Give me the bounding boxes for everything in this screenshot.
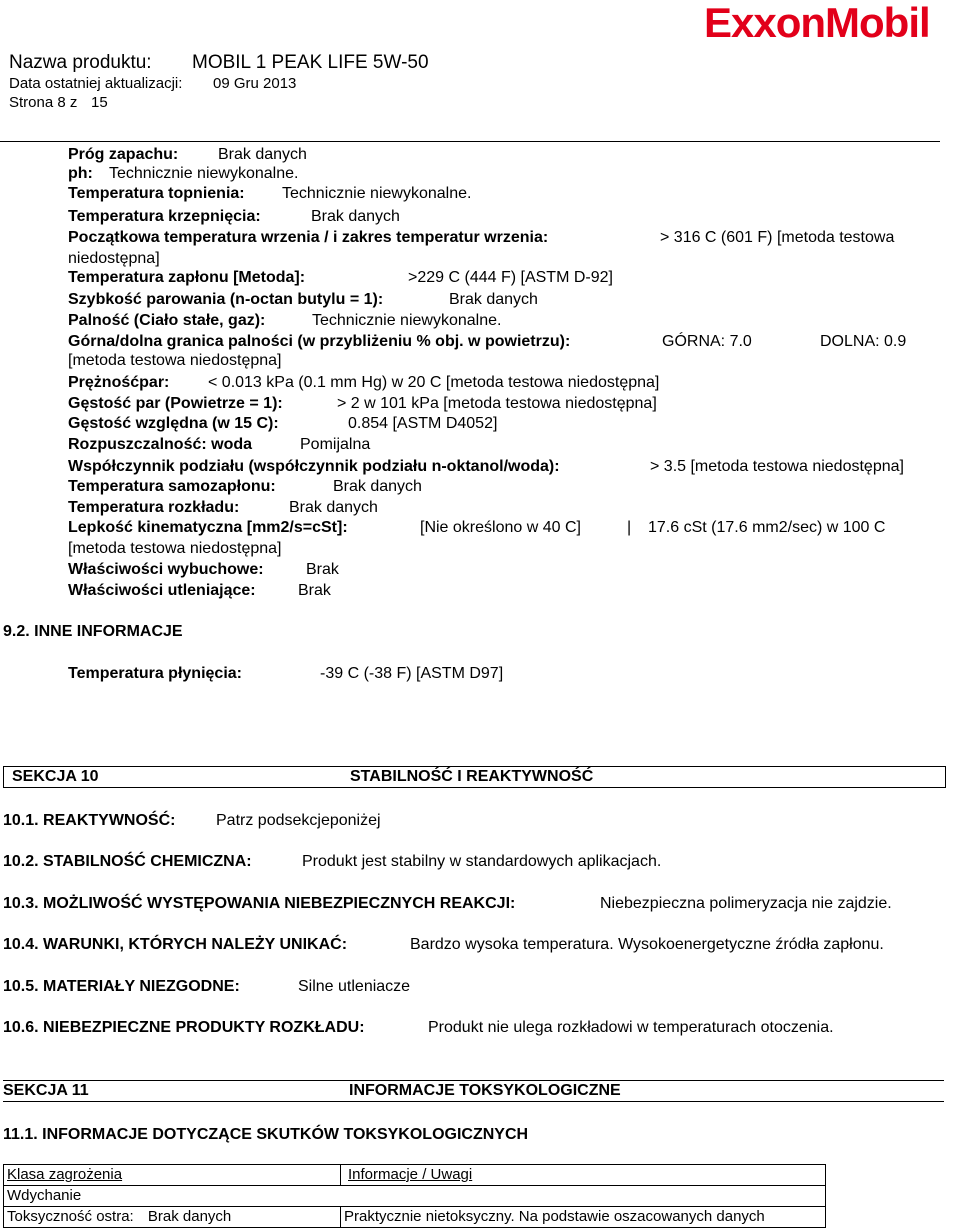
property-value-continued: [metoda testowa niedostępna]: [68, 540, 282, 557]
property-label: Gęstość względna (w 15 C):: [68, 415, 279, 432]
header-divider: [0, 141, 940, 142]
property-label: Temperatura rozkładu:: [68, 499, 240, 516]
subsection-value: Silne utleniacze: [298, 978, 411, 995]
table-cell: [4, 1207, 341, 1228]
subsection-value: Bardzo wysoka temperatura. Wysokoenergetyczne źródła zapłonu.: [410, 936, 884, 953]
property-value-secondary: DOLNA: 0.9: [820, 333, 907, 350]
subsection-label: 10.2. STABILNOŚĆ CHEMICZNA:: [3, 853, 252, 870]
property-value: Brak: [298, 582, 331, 599]
property-label: ph:: [68, 165, 93, 182]
pour-point-label: Temperatura płynięcia:: [68, 665, 242, 682]
property-value: GÓRNA: 7.0: [662, 333, 752, 350]
property-label: Lepkość kinematyczna [mm2/s=cSt]:: [68, 519, 348, 536]
property-label: Współczynnik podziału (współczynnik podziału n-oktanol/woda):: [68, 458, 560, 475]
section-title: INFORMACJE TOKSYKOLOGICZNE: [349, 1082, 621, 1099]
property-value-secondary: 17.6 cSt (17.6 mm2/sec) w 100 C: [648, 519, 886, 536]
property-value: Brak danych: [311, 208, 400, 225]
table-row: [4, 1186, 826, 1207]
section-number: SEKCJA 10: [12, 768, 99, 785]
property-label: Gęstość par (Powietrze = 1):: [68, 395, 283, 412]
property-label: Górna/dolna granica palności (w przybliżeniu % obj. w powietrzu):: [68, 333, 571, 350]
property-label: Szybkość parowania (n-octan butylu = 1):: [68, 291, 384, 308]
property-label: Rozpuszczalność: woda: [68, 436, 253, 453]
subsection-value: Niebezpieczna polimeryzacja nie zajdzie.: [600, 895, 892, 912]
subsection-label: 10.4. WARUNKI, KTÓRYCH NALEŻY UNIKAĆ:: [3, 936, 348, 953]
subsection-label: 10.1. REAKTYWNOŚĆ:: [3, 812, 176, 829]
subsection-value: Produkt jest stabilny w standardowych aplikacjach.: [302, 853, 662, 870]
other-info-heading: 9.2. INNE INFORMACJE: [3, 623, 183, 640]
property-value: Technicznie niewykonalne.: [312, 312, 502, 329]
table-group-cell: Wdychanie: [4, 1186, 826, 1207]
page-total: 15: [91, 94, 108, 111]
property-value: 0.854 [ASTM D4052]: [348, 415, 498, 432]
section-number: SEKCJA 11: [3, 1082, 89, 1099]
property-value: Brak: [306, 561, 339, 578]
hazard-class-label: Toksyczność ostra:: [7, 1208, 134, 1225]
property-value: > 3.5 [metoda testowa niedostępna]: [650, 458, 904, 475]
section-11-header: [3, 1080, 944, 1102]
product-name: MOBIL 1 PEAK LIFE 5W-50: [192, 52, 429, 73]
product-name-label: Nazwa produktu:: [9, 52, 152, 73]
page-label: Strona 8 z: [9, 94, 78, 111]
property-label: Temperatura topnienia:: [68, 185, 245, 202]
property-label: Właściwości wybuchowe:: [68, 561, 264, 578]
property-value: [Nie określono w 40 C]: [420, 519, 581, 536]
property-value-separator: |: [627, 519, 632, 536]
table-header-cell: Klasa zagrożenia: [4, 1165, 341, 1186]
property-value: Brak danych: [289, 499, 378, 516]
revision-date: 09 Gru 2013: [213, 75, 297, 92]
property-label: Właściwości utleniające:: [68, 582, 256, 599]
pour-point-value: -39 C (-38 F) [ASTM D97]: [320, 665, 504, 682]
table-header-cell: Informacje / Uwagi: [341, 1165, 826, 1186]
property-value-continued: [metoda testowa niedostępna]: [68, 352, 282, 369]
subsection-value: Patrz podsekcjeponiżej: [216, 812, 381, 829]
table-row: [4, 1207, 826, 1228]
property-label: Początkowa temperatura wrzenia / i zakres temperatur wrzenia:: [68, 229, 549, 246]
revision-date-label: Data ostatniej aktualizacji:: [9, 75, 183, 92]
subsection-label: 10.6. NIEBEZPIECZNE PRODUKTY ROZKŁADU:: [3, 1019, 365, 1036]
hazard-class-value: Brak danych: [147, 1208, 232, 1225]
section-10-header: [3, 766, 946, 788]
property-value: Brak danych: [333, 478, 422, 495]
property-label: Temperatura krzepnięcia:: [68, 208, 261, 225]
property-value: < 0.013 kPa (0.1 mm Hg) w 20 C [metoda testowa niedostępna]: [208, 374, 660, 391]
subsection-label: 10.5. MATERIAŁY NIEZGODNE:: [3, 978, 240, 995]
table-cell: Praktycznie nietoksyczny. Na podstawie oszacowanych danych: [341, 1207, 826, 1228]
property-value: Technicznie niewykonalne.: [109, 165, 299, 182]
property-label: Prężnośćpar:: [68, 374, 170, 391]
property-value: Brak danych: [449, 291, 538, 308]
property-value: Technicznie niewykonalne.: [282, 185, 472, 202]
property-value: Pomijalna: [300, 436, 371, 453]
subsection-heading: 11.1. INFORMACJE DOTYCZĄCE SKUTKÓW TOKSYKOLOGICZNYCH: [3, 1126, 529, 1143]
property-label: Temperatura samozapłonu:: [68, 478, 276, 495]
table-header-row: [4, 1165, 826, 1186]
property-value: > 2 w 101 kPa [metoda testowa niedostępna]: [337, 395, 657, 412]
toxicology-table: [3, 1164, 826, 1228]
property-label: Temperatura zapłonu [Metoda]:: [68, 269, 306, 286]
subsection-label: 10.3. MOŻLIWOŚĆ WYSTĘPOWANIA NIEBEZPIECZNYCH REAKCJI:: [3, 895, 516, 912]
property-value-continued: niedostępna]: [68, 250, 160, 267]
property-value: Brak danych: [218, 146, 307, 163]
property-label: Palność (Ciało stałe, gaz):: [68, 312, 266, 329]
property-value: >229 C (444 F) [ASTM D-92]: [408, 269, 613, 286]
subsection-value: Produkt nie ulega rozkładowi w temperaturach otoczenia.: [428, 1019, 834, 1036]
exxonmobil-logo: ExxonMobil: [704, 0, 930, 46]
property-value: > 316 C (601 F) [metoda testowa: [660, 229, 895, 246]
property-label: Próg zapachu:: [68, 146, 179, 163]
section-title: STABILNOŚĆ I REAKTYWNOŚĆ: [350, 768, 594, 785]
